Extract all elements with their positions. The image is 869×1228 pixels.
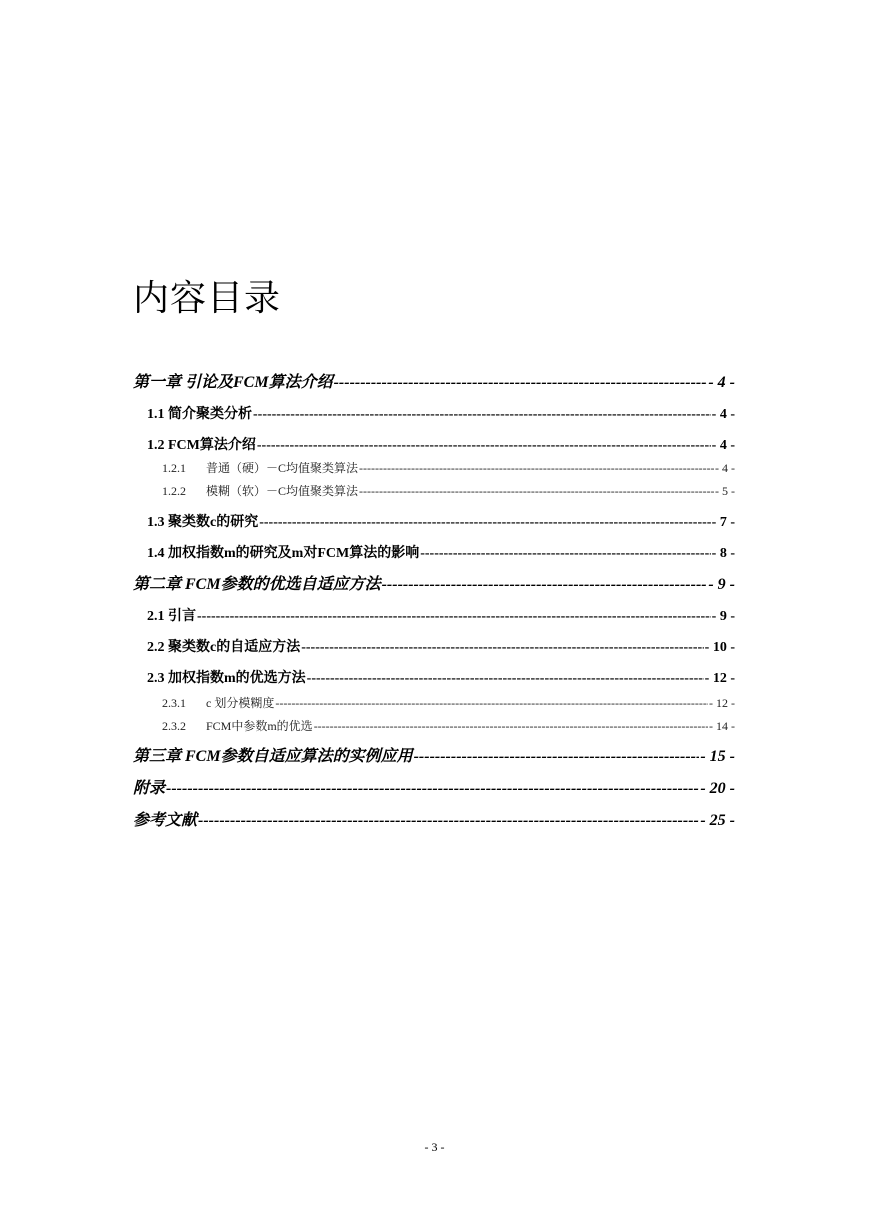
- toc-entry-text: 2.1 引言: [147, 609, 196, 624]
- toc-entry-page: - 5 -: [715, 484, 735, 498]
- toc-entry-text: 参考文献: [133, 812, 198, 829]
- toc-entry-1-4[interactable]: [147, 544, 735, 564]
- toc-entry-page: - 14 -: [709, 719, 735, 733]
- page-title: 内容目录: [133, 278, 282, 319]
- toc-entry-chapter-2[interactable]: [133, 574, 735, 596]
- toc-entry-2-1[interactable]: [147, 607, 735, 627]
- toc-entry-page: - 8 -: [711, 546, 735, 561]
- toc-entry-1-2-1[interactable]: [162, 459, 735, 477]
- toc-entry-text: 第二章 FCM参数的优选自适应方法: [133, 576, 381, 593]
- toc-entry-chapter-1[interactable]: [133, 372, 735, 394]
- toc-entry-page: - 4 -: [711, 407, 735, 422]
- toc-entry-number: 2.3.1: [162, 696, 186, 710]
- toc-entry-text: 1.3 聚类数c的研究: [147, 515, 259, 530]
- toc-entry-page: - 9 -: [708, 576, 735, 593]
- toc-entry-chapter-3[interactable]: [133, 746, 735, 768]
- toc-entry-2-2[interactable]: [147, 638, 735, 658]
- toc-entry-1-3[interactable]: [147, 513, 735, 533]
- toc-entry-page: - 10 -: [704, 640, 735, 655]
- toc-entry-text: 附录: [133, 780, 166, 797]
- toc-entry-number: 1.2.2: [162, 484, 186, 498]
- toc-entry-1-1[interactable]: [147, 405, 735, 425]
- toc-entry-appendix[interactable]: [133, 778, 735, 800]
- toc-entry-1-2-2[interactable]: [162, 482, 735, 500]
- toc-entry-text: c 划分模糊度: [206, 696, 275, 710]
- toc-entry-page: - 15 -: [700, 748, 735, 765]
- toc-entry-text: FCM中参数m的优选: [206, 719, 313, 733]
- toc-entry-2-3-1[interactable]: [162, 694, 735, 712]
- toc-entry-text: 1.2 FCM算法介绍: [147, 438, 256, 453]
- toc-entry-page: - 12 -: [704, 671, 735, 686]
- toc-entry-text: 第三章 FCM参数自适应算法的实例应用: [133, 748, 413, 765]
- toc-entry-references[interactable]: [133, 810, 735, 832]
- toc-entry-page: - 9 -: [711, 609, 735, 624]
- toc-entry-text: 1.1 简介聚类分析: [147, 407, 252, 422]
- toc-entry-2-3-2[interactable]: [162, 717, 735, 735]
- toc-entry-page: - 20 -: [700, 780, 735, 797]
- toc-entry-number: 2.3.2: [162, 719, 186, 733]
- toc-entry-text: 第一章 引论及FCM算法介绍: [133, 374, 333, 391]
- toc-entry-2-3[interactable]: [147, 669, 735, 689]
- toc-entry-text: 1.4 加权指数m的研究及m对FCM算法的影响: [147, 546, 420, 561]
- toc-entry-page: - 25 -: [700, 812, 735, 829]
- toc-entry-text: 2.2 聚类数c的自适应方法: [147, 640, 301, 655]
- toc-entry-1-2[interactable]: [147, 436, 735, 456]
- toc-entry-page: - 7 -: [711, 515, 735, 530]
- toc-entry-page: - 4 -: [711, 438, 735, 453]
- toc-entry-number: 1.2.1: [162, 461, 186, 475]
- toc-entry-page: - 4 -: [715, 461, 735, 475]
- toc-entry-page: - 4 -: [708, 374, 735, 391]
- toc-entry-page: - 12 -: [709, 696, 735, 710]
- toc-entry-text: 模糊（软）－C均值聚类算法: [206, 484, 359, 498]
- page-number: - 3 -: [424, 1140, 445, 1154]
- toc-entry-text: 普通（硬）－C均值聚类算法: [206, 461, 359, 475]
- toc-entry-text: 2.3 加权指数m的优选方法: [147, 671, 306, 686]
